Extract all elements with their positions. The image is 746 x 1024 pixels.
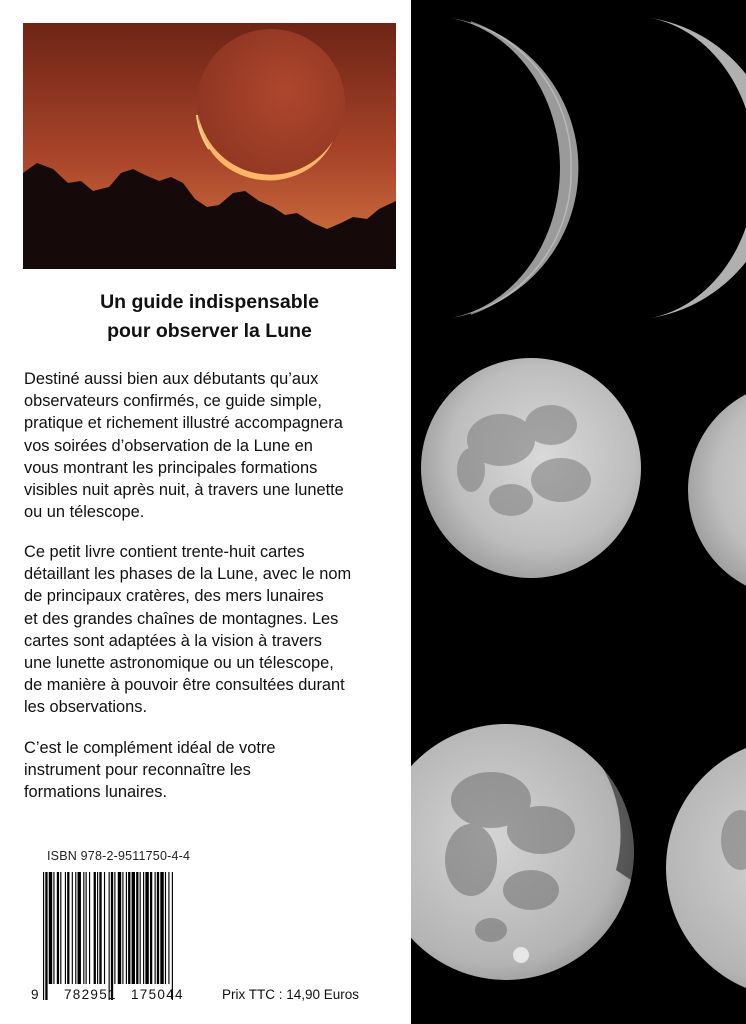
crescent-moon-photo [23,23,396,269]
text-line: formations lunaires. [24,783,168,802]
text-line: et des grandes chaînes de montagnes. Les [24,609,339,628]
text-line: les observations. [24,698,147,717]
text-line: ou un télescope. [24,503,145,522]
moon-phases-panel [411,0,746,1024]
headline-line-2: pour observer la Lune [107,320,312,342]
price-label: Prix TTC : 14,90 Euros [222,987,360,1002]
barcode [31,866,221,1006]
paragraph-contents [24,541,404,719]
text-line: Destiné aussi bien aux débutants qu’aux [24,370,319,388]
text-line: cartes sont adaptées à la vision à travers [24,631,322,650]
barcode-digits-right: 175044 [131,987,184,1002]
text-line: une lunette astronomique ou un télescope, [24,654,334,673]
text-line: Ce petit livre contient trente-huit cartes [24,543,305,561]
text-line: pratique et richement illustré accompagnera [24,414,343,433]
text-line: vos soirées d’observation de la Lune en [24,436,313,455]
text-line: de manière à pouvoir être consultées durant [24,676,345,695]
headline [23,288,396,346]
text-line: C’est le complément idéal de votre [24,739,276,757]
text-line: observateurs confirmés, ce guide simple, [24,392,322,411]
text-line: visibles nuit après nuit, à travers une lunette [24,481,344,500]
gibbous-moon-1 [421,358,641,578]
barcode-digits-left: 782951 [64,987,117,1002]
text-line: instrument pour reconnaître les [24,761,251,780]
paragraph-intro [24,368,404,523]
headline-line-1: Un guide indispensable [100,291,319,313]
text-line: vous montrant les principales formations [24,458,318,477]
text-line: de principaux cratères, des mers lunaires [24,587,324,606]
paragraph-conclusion [24,737,404,804]
isbn-number: ISBN 978-2-9511750-4-4 [47,849,191,863]
barcode-digit-first: 9 [31,987,40,1002]
barcode-icon [31,866,221,1006]
text-line: détaillant les phases de la Lune, avec le nom [24,565,352,584]
